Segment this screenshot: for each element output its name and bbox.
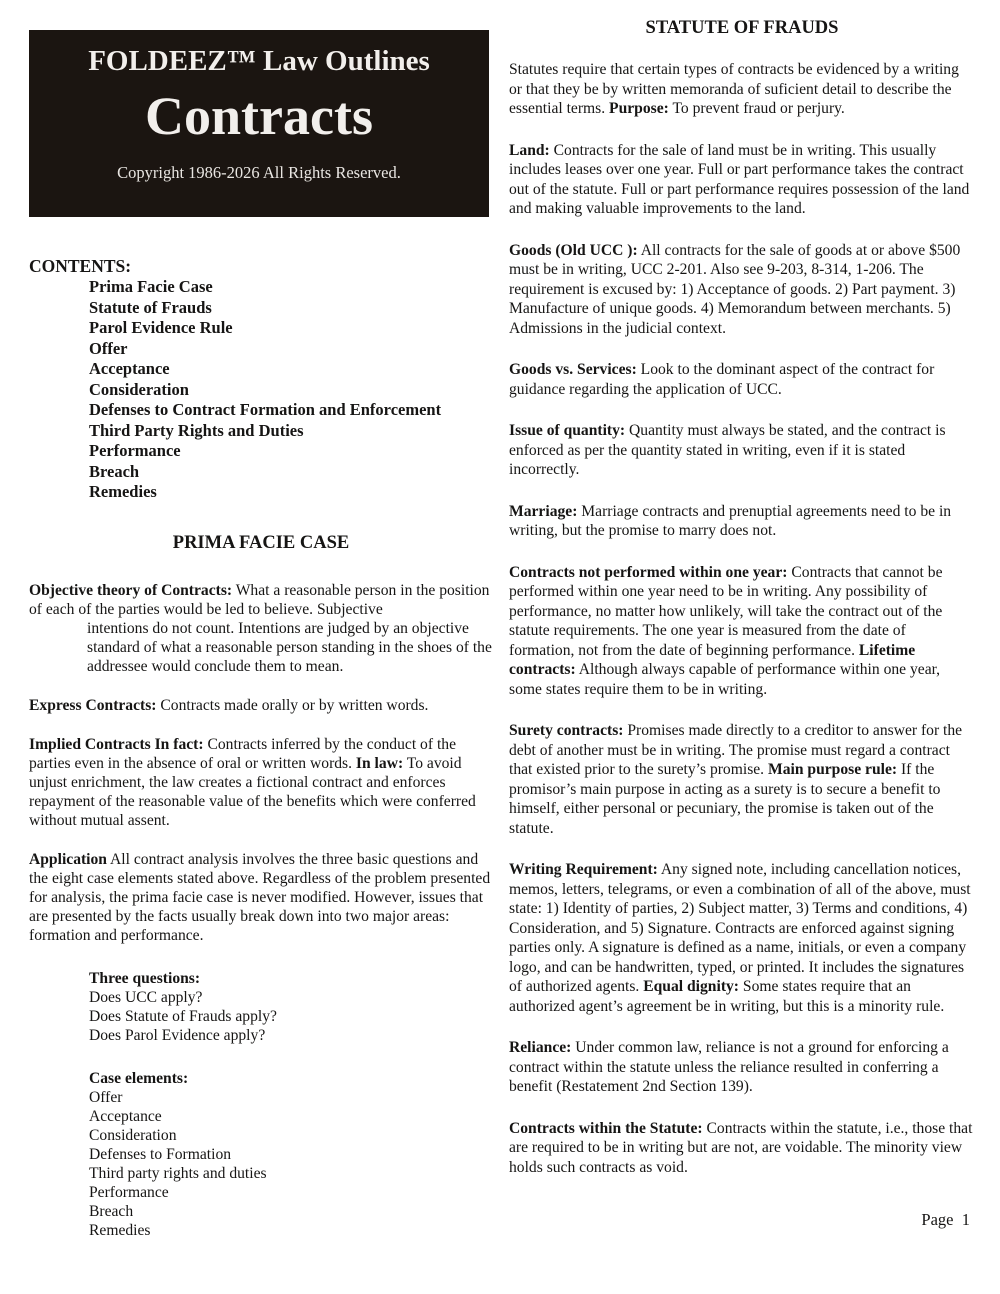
case-element-remedies: Remedies [89,1221,151,1239]
document-title: Contracts [145,86,373,146]
toc-item-acceptance: Acceptance [89,359,170,378]
masthead [29,30,489,217]
paragraph-issue-of-quantity: Issue of quantity: Quantity must always be stated, and the contract is enforced as per the quantity stated in writing, even if it is stated incorrectly. [509,422,946,478]
paragraph-objective-theory-continued: intentions do not count. Intentions are judged by an objective standard of what a reasonable person standing in the shoes of the addressee would conclude them to mean. [87,619,492,675]
contents-list [89,277,493,503]
question-statute-of-frauds: Does Statute of Frauds apply? [89,1007,277,1025]
toc-item-offer: Offer [89,338,128,358]
toc-item-prima-facie-case: Prima Facie Case [89,277,213,296]
prima-facie-heading: PRIMA FACIE CASE [172,532,350,553]
statute-of-frauds-heading: STATUTE OF FRAUDS [645,18,839,38]
paragraph-marriage: Marriage: Marriage contracts and prenuptial agreements need to be in writing, but the promise to marry does not. [509,502,952,539]
toc-item-defenses: Defenses to Contract Formation and Enforcement [89,400,442,419]
paragraph-implied-contracts: Implied Contracts In fact: Contracts inferred by the conduct of the parties even in the absence of oral or written words. In law: To avoid unjust enrichment, the law creates a fictional contract and enforces repayment of the reasonable value of the benefits which were conferred without mutual assent. [29,735,476,829]
toc-item-breach: Breach [89,461,140,481]
paragraph-reliance: Reliance: Under common law, reliance is not a ground for enforcing a contract within the statute unless the reliance resulted in conferring a benefit (Restatement 2nd Section 139). [509,1039,949,1095]
paragraph-surety-contracts: Surety contracts: Promises made directly to a creditor to answer for the debt of another must be in writing. The promise must regard a contract that existed prior to the surety’s promise. Main purpose rule: If the promisor’s main purpose in acting as a surety is to secure a benefit to himself, either personal or pecuniary, the promise is taken out of the statute. [509,722,963,837]
toc-item-parol-evidence-rule: Parol Evidence Rule [89,318,233,337]
case-element-performance: Performance [89,1183,169,1201]
page-number: Page 1 [921,1210,970,1229]
toc-item-remedies: Remedies [89,482,157,501]
case-element-third-party: Third party rights and duties [89,1164,267,1182]
paragraph-application: Application All contract analysis involves the three basic questions and the eight case elements stated above. Regardless of the problem presented for analysis, the prima facie case is never modified. However, issues that are presented by the facts usually break down into two major areas: formation and performance. [29,850,491,944]
three-questions-heading: Three questions: [89,969,201,987]
case-elements-block [89,1069,493,1240]
paragraph-express-contracts: Express Contracts: Contracts made orally or by written words. [29,696,429,714]
contents-section [29,255,493,503]
toc-item-performance: Performance [89,441,181,460]
copyright-line: Copyright 1986-2026 All Rights Reserved. [117,163,401,182]
right-column [509,16,975,1177]
case-element-offer: Offer [89,1088,123,1106]
paragraph-statutes-intro: Statutes require that certain types of contracts be evidenced by a writing or that they be by written memoranda of suficient detail to describe the essential terms. Purpose: To prevent fraud or perjury. [509,61,959,117]
contents-label: CONTENTS: [29,256,132,276]
paragraph-contracts-within-statute: Contracts within the Statute: Contracts within the statute, i.e., those that are required to be in writing but are not, are voidable. The minority view holds such contracts as void. [509,1119,973,1176]
paragraph-goods-old-ucc: Goods (Old UCC ): All contracts for the sale of goods at or above $500 must be in writing, UCC 2-201. Also see 9-203, 8-314, 1-206. The requirement is excused by: 1) Acceptance of goods. 2) Part payment. 3) Manufacture of unique goods. 4) Memorandum between merchants. 5) Admissions in the judicial context. [509,241,961,337]
question-parol-evidence: Does Parol Evidence apply? [89,1026,266,1044]
paragraph-land: Land: Contracts for the sale of land must be in writing. This usually includes leases over one year. Full or part performance takes the contract out of the statute. Full or part performance requires possession of the land and making valuable improvements to the land. [509,141,970,217]
left-column [29,30,493,1240]
toc-item-statute-of-frauds: Statute of Frauds [89,297,212,317]
case-element-consideration: Consideration [89,1126,177,1144]
brand-title: FOLDEEZ™ Law Outlines [88,45,430,77]
paragraph-objective-theory: Objective theory of Contracts: What a reasonable person in the position of each of the parties would be led to believe. Subjective [29,581,490,618]
case-element-acceptance: Acceptance [89,1107,162,1125]
case-elements-heading: Case elements: [89,1069,189,1087]
toc-item-consideration: Consideration [89,379,189,399]
paragraph-one-year: Contracts not performed within one year: Contracts that cannot be performed within one year need to be in writing. Any possibility of performance, no matter how unlikely, will take the contract out of the statute requirements. The one year is measured from the date of formation, not from the date of beginning performance. Lifetime contracts: Although always capable of performance within one year, some states require them to be in writing. [509,563,943,698]
paragraph-writing-requirement: Writing Requirement: Any signed note, including cancellation notices, memos, letters, telegrams, or even a combination of all of the above, must state: 1) Identity of parties, 2) Subject matter, 3) Terms and conditions, 4) Consideration, and 5) Signature. Contracts are enforced against signing parties only. A signature is defined as a name, initials, or even a company logo, and can be handwritten, typed, or printed. It includes the signatures of authorized agents. Equal dignity: Some states require that an authorized agent’s agreement be in writing, but this is a minority rule. [509,861,971,1015]
case-element-breach: Breach [89,1202,134,1220]
case-element-defenses: Defenses to Formation [89,1145,232,1163]
three-questions-block [89,969,493,1045]
paragraph-goods-vs-services: Goods vs. Services: Look to the dominant aspect of the contract for guidance regarding the application of UCC. [509,361,935,398]
question-ucc: Does UCC apply? [89,988,203,1006]
toc-item-third-party: Third Party Rights and Duties [89,420,304,440]
